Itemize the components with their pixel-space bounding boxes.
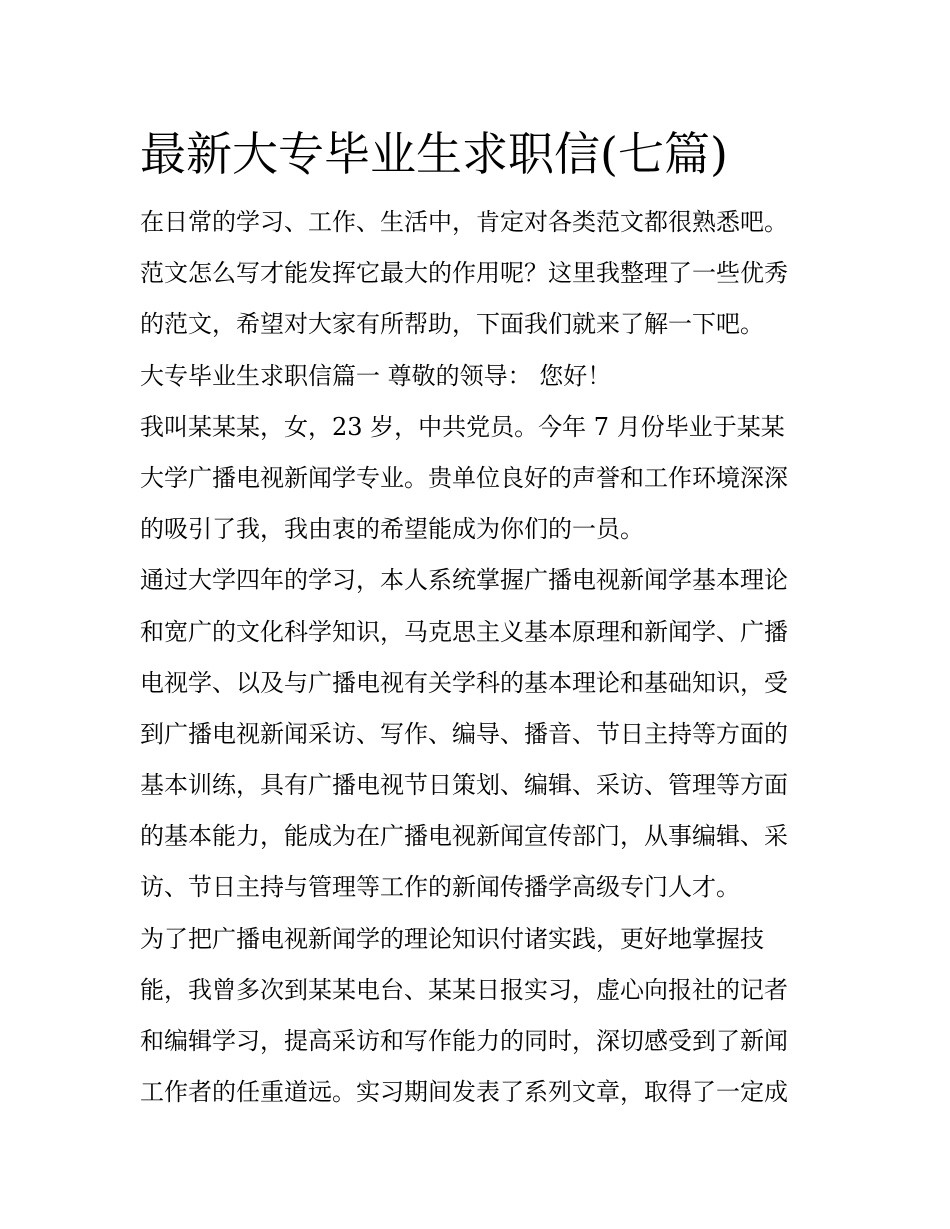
text-line: 能，我曾多次到某某电台、某某日报实习，虚心向报社的记者 [140, 975, 788, 1004]
text-line: 访、节日主持与管理等工作的新闻传播学高级专门人才。 [140, 873, 740, 902]
document-title: 最新大专毕业生求职信(七篇) [140, 127, 728, 181]
text-line: 大专毕业生求职信篇一 尊敬的领导： 您好！ [140, 361, 612, 390]
text-line: 大学广播电视新闻学专业。贵单位良好的声誉和工作环境深深 [140, 463, 788, 492]
text-line: 为了把广播电视新闻学的理论知识付诸实践，更好地掌握技 [140, 924, 764, 953]
text-line: 的吸引了我，我由衷的希望能成为你们的一员。 [140, 515, 644, 544]
text-line: 在日常的学习、工作、生活中，肯定对各类范文都很熟悉吧。 [140, 208, 788, 236]
text-line: 和编辑学习，提高采访和写作能力的同时，深切感受到了新闻 [140, 1027, 788, 1055]
text-line: 到广播电视新闻采访、写作、编导、播音、节日主持等方面的 [140, 719, 788, 748]
text-line: 工作者的任重道远。实习期间发表了系列文章，取得了一定成 [140, 1078, 788, 1107]
text-line: 电视学、以及与广播电视有关学科的基本理论和基础知识，受 [140, 668, 788, 697]
text-line: 基本训练，具有广播电视节日策划、编辑、采访、管理等方面 [140, 771, 788, 800]
text-line: 通过大学四年的学习，本人系统掌握广播电视新闻学基本理论 [140, 566, 788, 595]
text-line: 和宽广的文化科学知识，马克思主义基本原理和新闻学、广播 [140, 617, 788, 646]
text-line: 我叫某某某，女，23 岁，中共党员。今年 7 月份毕业于某某 [140, 412, 785, 441]
document-body [140, 197, 820, 1118]
text-line: 的基本能力，能成为在广播电视新闻宣传部门，从事编辑、采 [140, 822, 788, 851]
text-line: 范文怎么写才能发挥它最大的作用呢？这里我整理了一些优秀 [140, 259, 788, 288]
text-line: 的范文，希望对大家有所帮助，下面我们就来了解一下吧。 [140, 310, 764, 339]
